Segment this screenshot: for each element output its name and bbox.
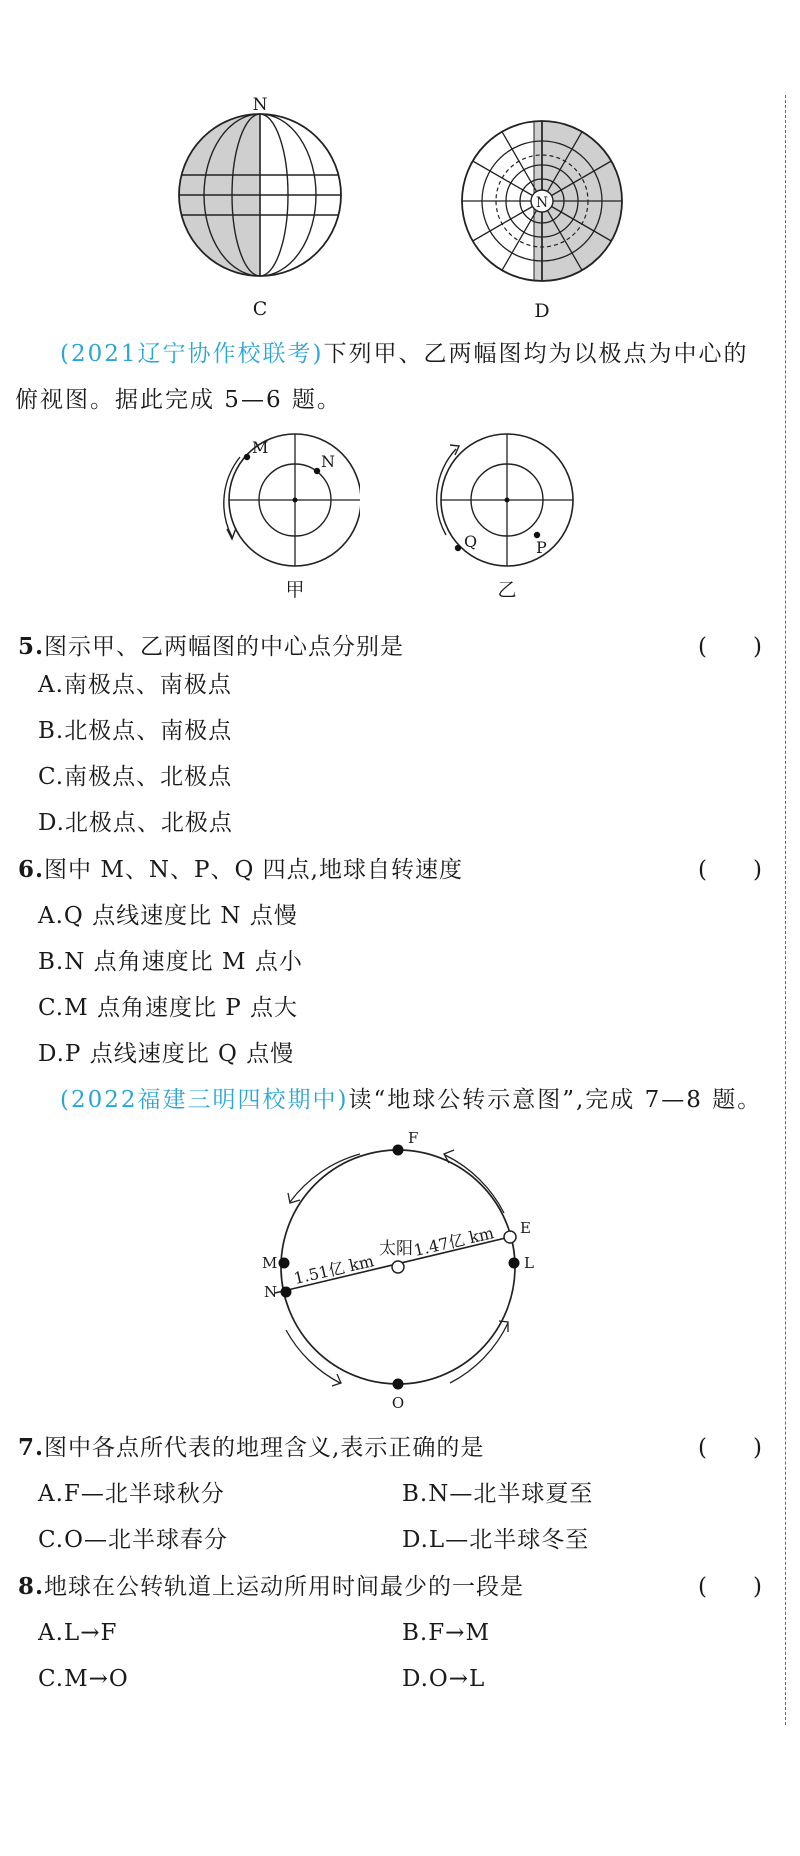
polar-jia-point-n [314, 468, 320, 474]
globe-c-caption: C [252, 298, 268, 320]
orbit-point-f [393, 1145, 404, 1156]
sun-label: 太阳 [379, 1239, 413, 1259]
question-7-option-c[interactable]: C.O—北半球春分 [38, 1527, 228, 1553]
question-8-option-c[interactable]: C.M→O [38, 1666, 129, 1692]
question-7-option-d[interactable]: D.L—北半球冬至 [402, 1527, 590, 1553]
question-5-option-c[interactable]: C.南极点、北极点 [38, 764, 233, 790]
question-5-option-d[interactable]: D.北极点、北极点 [38, 810, 233, 836]
orbit-point-l [509, 1258, 520, 1269]
question-5-stem: 5.图示甲、乙两幅图的中心点分别是 [18, 633, 405, 660]
globe-d-pole-label: N [535, 195, 549, 211]
polar-yi-point-q-label: Q [464, 532, 478, 551]
question-6-option-a[interactable]: A.Q 点线速度比 N 点慢 [38, 903, 298, 929]
passage-1-source: (2021辽宁协作校联考) [60, 341, 324, 367]
polar-jia-caption: 甲 [285, 579, 305, 601]
question-6-stem: 6.图中 M、N、P、Q 四点,地球自转速度 [18, 856, 463, 883]
question-5-option-a[interactable]: A.南极点、南极点 [38, 672, 232, 698]
question-6-option-d[interactable]: D.P 点线速度比 Q 点慢 [38, 1041, 295, 1067]
passage-2-source: (2022福建三明四校期中) [60, 1087, 349, 1113]
orbit-point-o [393, 1379, 404, 1390]
globe-c-pole-label: N [252, 95, 268, 115]
polar-yi-point-p-label: P [536, 538, 547, 557]
orbit-distance-left: 1.51亿 km [291, 1251, 376, 1289]
question-6-answer-bracket[interactable]: ( ) [698, 857, 762, 883]
page-edge-dashed-rule [785, 95, 786, 1725]
orbit-point-n-label: N [264, 1283, 278, 1301]
question-8-answer-bracket[interactable]: ( ) [698, 1574, 762, 1600]
polar-jia-point-n-label: N [321, 452, 335, 471]
orbit-figure [250, 1127, 550, 1410]
globe-d-caption: D [534, 300, 550, 322]
passage-2 [60, 1077, 762, 1123]
passage-1-text-line2: 俯视图。据此完成 5—6 题。 [15, 387, 342, 413]
question-5-answer-bracket[interactable]: ( ) [698, 634, 762, 660]
question-7-answer-bracket[interactable]: ( ) [698, 1435, 762, 1461]
polar-yi-point-q [455, 545, 461, 551]
passage-1-text-line1: 下列甲、乙两幅图均为以极点为中心的 [323, 341, 749, 367]
question-5-option-b[interactable]: B.北极点、南极点 [38, 718, 233, 744]
orbit-point-l-label: L [524, 1254, 534, 1272]
question-6-option-c[interactable]: C.M 点角速度比 P 点大 [38, 995, 299, 1021]
orbit-point-m-label: M [262, 1254, 278, 1272]
orbit-point-o-label: O [391, 1394, 405, 1410]
question-8-option-d[interactable]: D.O→L [402, 1666, 486, 1692]
passage-1 [15, 331, 770, 423]
passage-2-text: 读“地球公转示意图”,完成 7—8 题。 [348, 1087, 763, 1113]
polar-jia-point-m [244, 454, 250, 460]
question-8-option-a[interactable]: A.L→F [38, 1620, 118, 1646]
polar-figure-jia [200, 425, 360, 605]
orbit-point-e [504, 1231, 516, 1243]
orbit-distance-right: 1.47亿 km [411, 1223, 496, 1261]
polar-figure-yi [412, 425, 592, 605]
orbit-point-n [281, 1287, 292, 1298]
orbit-point-m [279, 1258, 290, 1269]
globe-figure-d [447, 95, 637, 325]
question-8-stem: 8.地球在公转轨道上运动所用时间最少的一段是 [18, 1573, 525, 1600]
question-7-stem: 7.图中各点所代表的地理含义,表示正确的是 [18, 1434, 485, 1461]
question-7-option-b[interactable]: B.N—北半球夏至 [402, 1481, 594, 1507]
polar-jia-point-m-label: M [252, 438, 269, 457]
orbit-point-f-label: F [408, 1129, 419, 1147]
sun-marker [392, 1261, 404, 1273]
question-8-option-b[interactable]: B.F→M [402, 1620, 490, 1646]
question-6-option-b[interactable]: B.N 点角速度比 M 点小 [38, 949, 303, 975]
globe-figure-c [165, 95, 355, 325]
polar-yi-caption: 乙 [497, 579, 517, 601]
question-7-option-a[interactable]: A.F—北半球秋分 [38, 1481, 225, 1507]
orbit-point-e-label: E [520, 1219, 531, 1237]
